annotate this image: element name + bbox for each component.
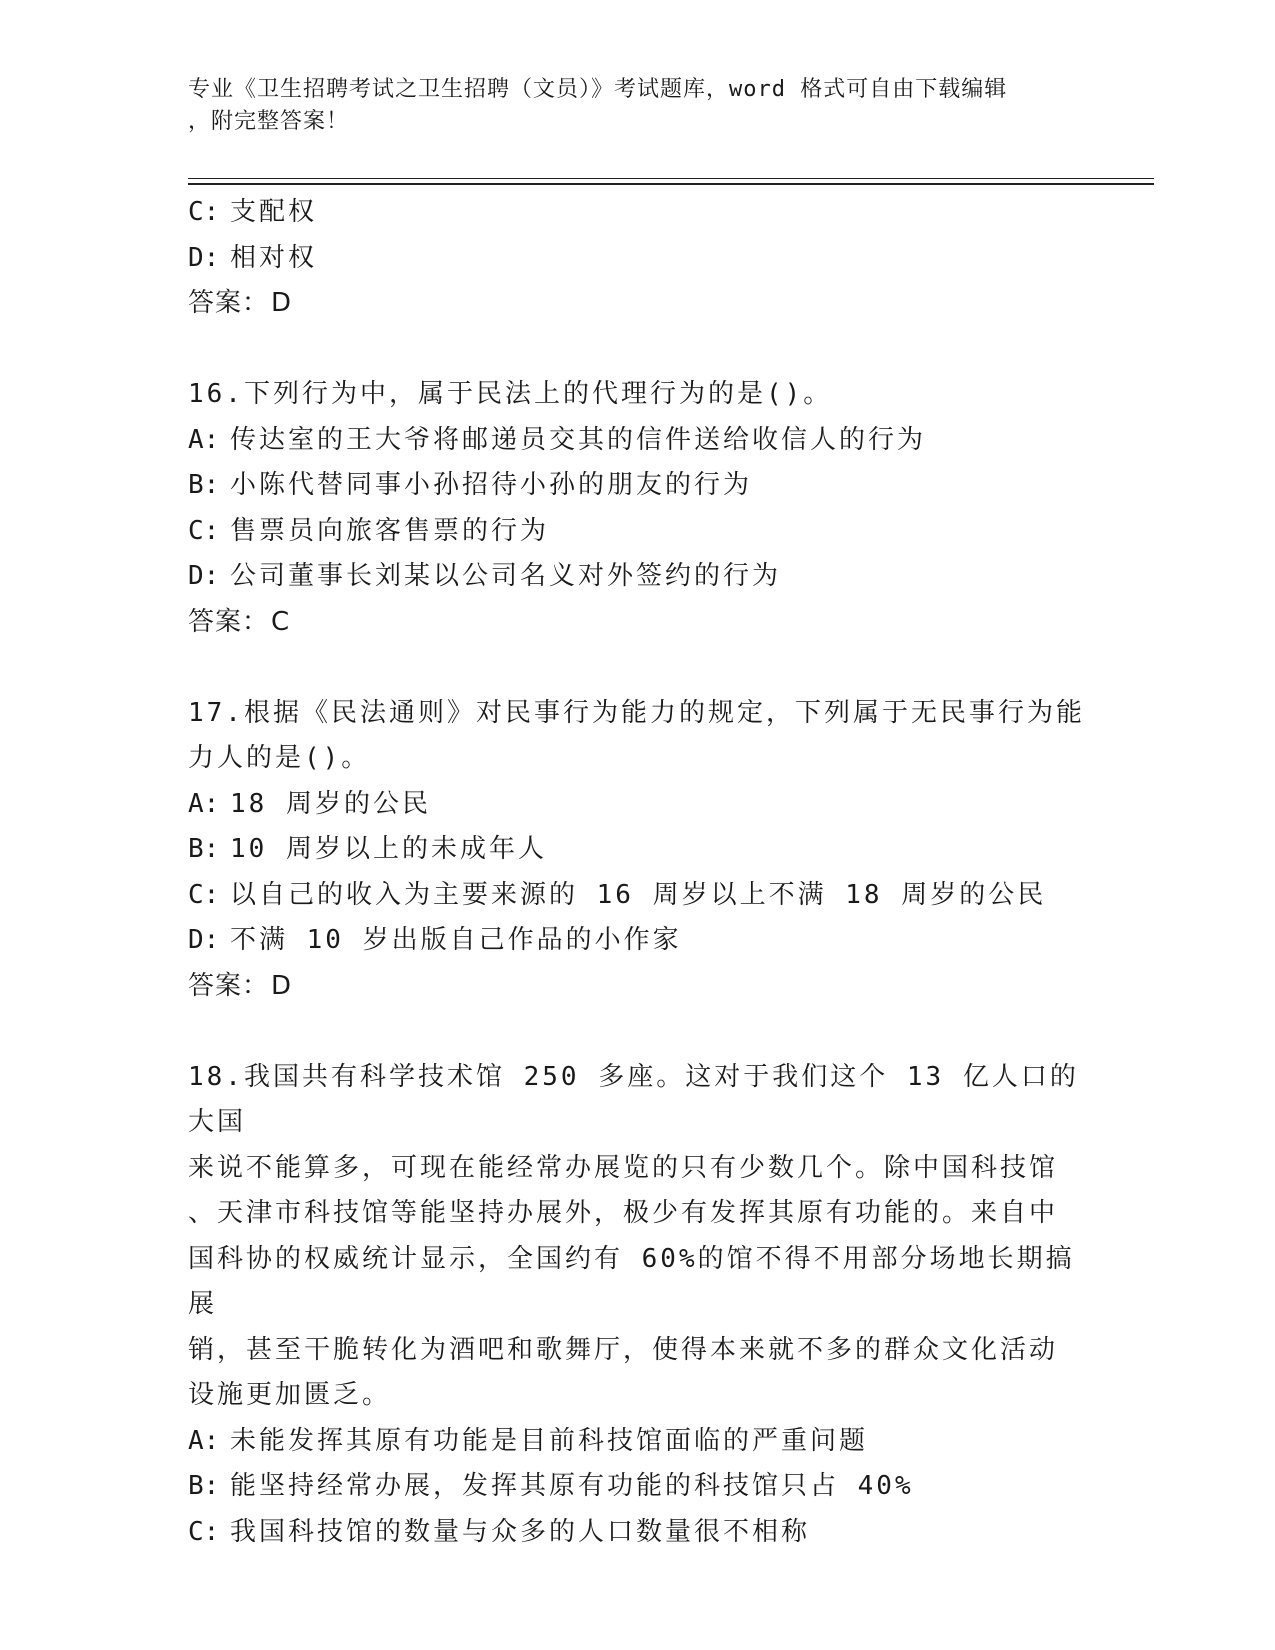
answer-line bbox=[188, 964, 1088, 1010]
option-letter: C: bbox=[188, 197, 220, 227]
question-stem-line: 销，甚至干脆转化为酒吧和歌舞厅，使得本来就不多的群众文化活动 bbox=[188, 1334, 1059, 1365]
option-letter: A: bbox=[188, 1425, 220, 1456]
option-letter: B: bbox=[188, 470, 220, 500]
option-b bbox=[188, 827, 1088, 873]
question-stem: 16.下列行为中，属于民法上的代理行为的是()。 bbox=[188, 379, 833, 409]
option-c bbox=[188, 190, 1088, 236]
answer-value: C bbox=[271, 606, 291, 637]
answer-label: 答案： bbox=[188, 970, 270, 1001]
question-15-tail bbox=[188, 190, 1088, 327]
option-letter: B: bbox=[188, 834, 220, 864]
option-b bbox=[188, 1464, 1088, 1510]
option-letter: C: bbox=[188, 1516, 220, 1547]
option-text: 传达室的王大爷将邮递员交其的信件送给收信人的行为 bbox=[230, 424, 927, 455]
option-letter: D: bbox=[188, 561, 220, 591]
option-letter: D: bbox=[188, 242, 220, 273]
option-text: 10 周岁以上的未成年人 bbox=[230, 834, 547, 864]
option-text: 18 周岁的公民 bbox=[230, 788, 431, 819]
question-list bbox=[188, 190, 1088, 1555]
answer-value: D bbox=[271, 288, 293, 318]
option-c bbox=[188, 873, 1088, 919]
option-c bbox=[188, 509, 1088, 555]
option-d bbox=[188, 554, 1088, 600]
option-a bbox=[188, 1419, 1088, 1465]
question-stem-line: 力人的是()。 bbox=[188, 743, 371, 773]
option-letter: C: bbox=[188, 879, 220, 910]
option-letter: D: bbox=[188, 925, 220, 955]
spacer bbox=[188, 1009, 1088, 1055]
option-text: 能坚持经常办展，发挥其原有功能的科技馆只占 40% bbox=[230, 1471, 914, 1501]
option-a bbox=[188, 782, 1088, 828]
option-text: 我国科技馆的数量与众多的人口数量很不相称 bbox=[230, 1516, 811, 1547]
question-17 bbox=[188, 691, 1088, 1010]
question-stem-line: 18.我国共有科学技术馆 250 多座。这对于我们这个 13 亿人口的大国 bbox=[188, 1061, 1079, 1137]
question-stem-line: 来说不能算多，可现在能经常办展览的只有少数几个。除中国科技馆 bbox=[188, 1152, 1059, 1183]
option-text: 售票员向旅客售票的行为 bbox=[230, 515, 550, 546]
page-header bbox=[188, 74, 1068, 138]
answer-line bbox=[188, 600, 1088, 646]
answer-line bbox=[188, 281, 1088, 327]
option-b bbox=[188, 463, 1088, 509]
header-line-2: ，附完整答案！ bbox=[188, 109, 350, 134]
option-c bbox=[188, 1510, 1088, 1556]
question-stem-line: 国科协的权威统计显示，全国约有 60%的馆不得不用部分场地长期搞展 bbox=[188, 1243, 1075, 1319]
option-text: 不满 10 岁出版自己作品的小作家 bbox=[230, 925, 682, 955]
option-letter: B: bbox=[188, 1471, 220, 1501]
question-16 bbox=[188, 372, 1088, 645]
header-divider-thick bbox=[188, 183, 1154, 185]
option-letter: A: bbox=[188, 788, 220, 819]
question-stem-line: 设施更加匮乏。 bbox=[188, 1380, 392, 1410]
option-text: 小陈代替同事小孙招待小孙的朋友的行为 bbox=[230, 470, 753, 500]
option-text: 未能发挥其原有功能是目前科技馆面临的严重问题 bbox=[230, 1425, 869, 1456]
option-d bbox=[188, 236, 1088, 282]
spacer bbox=[188, 645, 1088, 691]
question-stem-line: 、天津市科技馆等能坚持办展外，极少有发挥其原有功能的。来自中 bbox=[188, 1198, 1059, 1228]
answer-label: 答案： bbox=[188, 606, 270, 637]
option-a bbox=[188, 418, 1088, 464]
spacer bbox=[188, 327, 1088, 373]
option-letter: C: bbox=[188, 515, 220, 546]
answer-label: 答案： bbox=[188, 288, 270, 318]
option-text: 支配权 bbox=[230, 197, 318, 227]
option-text: 以自己的收入为主要来源的 16 周岁以上不满 18 周岁的公民 bbox=[230, 879, 1047, 910]
header-line-1: 专业《卫生招聘考试之卫生招聘（文员）》考试题库，word 格式可自由下载编辑 bbox=[188, 77, 1008, 102]
option-d bbox=[188, 918, 1088, 964]
option-letter: A: bbox=[188, 424, 220, 455]
option-text: 相对权 bbox=[230, 242, 318, 273]
header-divider-thin bbox=[188, 178, 1154, 179]
question-stem-line: 17.根据《民法通则》对民事行为能力的规定，下列属于无民事行为能 bbox=[188, 697, 1085, 728]
question-18 bbox=[188, 1055, 1088, 1556]
answer-value: D bbox=[271, 970, 293, 1001]
option-text: 公司董事长刘某以公司名义对外签约的行为 bbox=[230, 561, 782, 591]
